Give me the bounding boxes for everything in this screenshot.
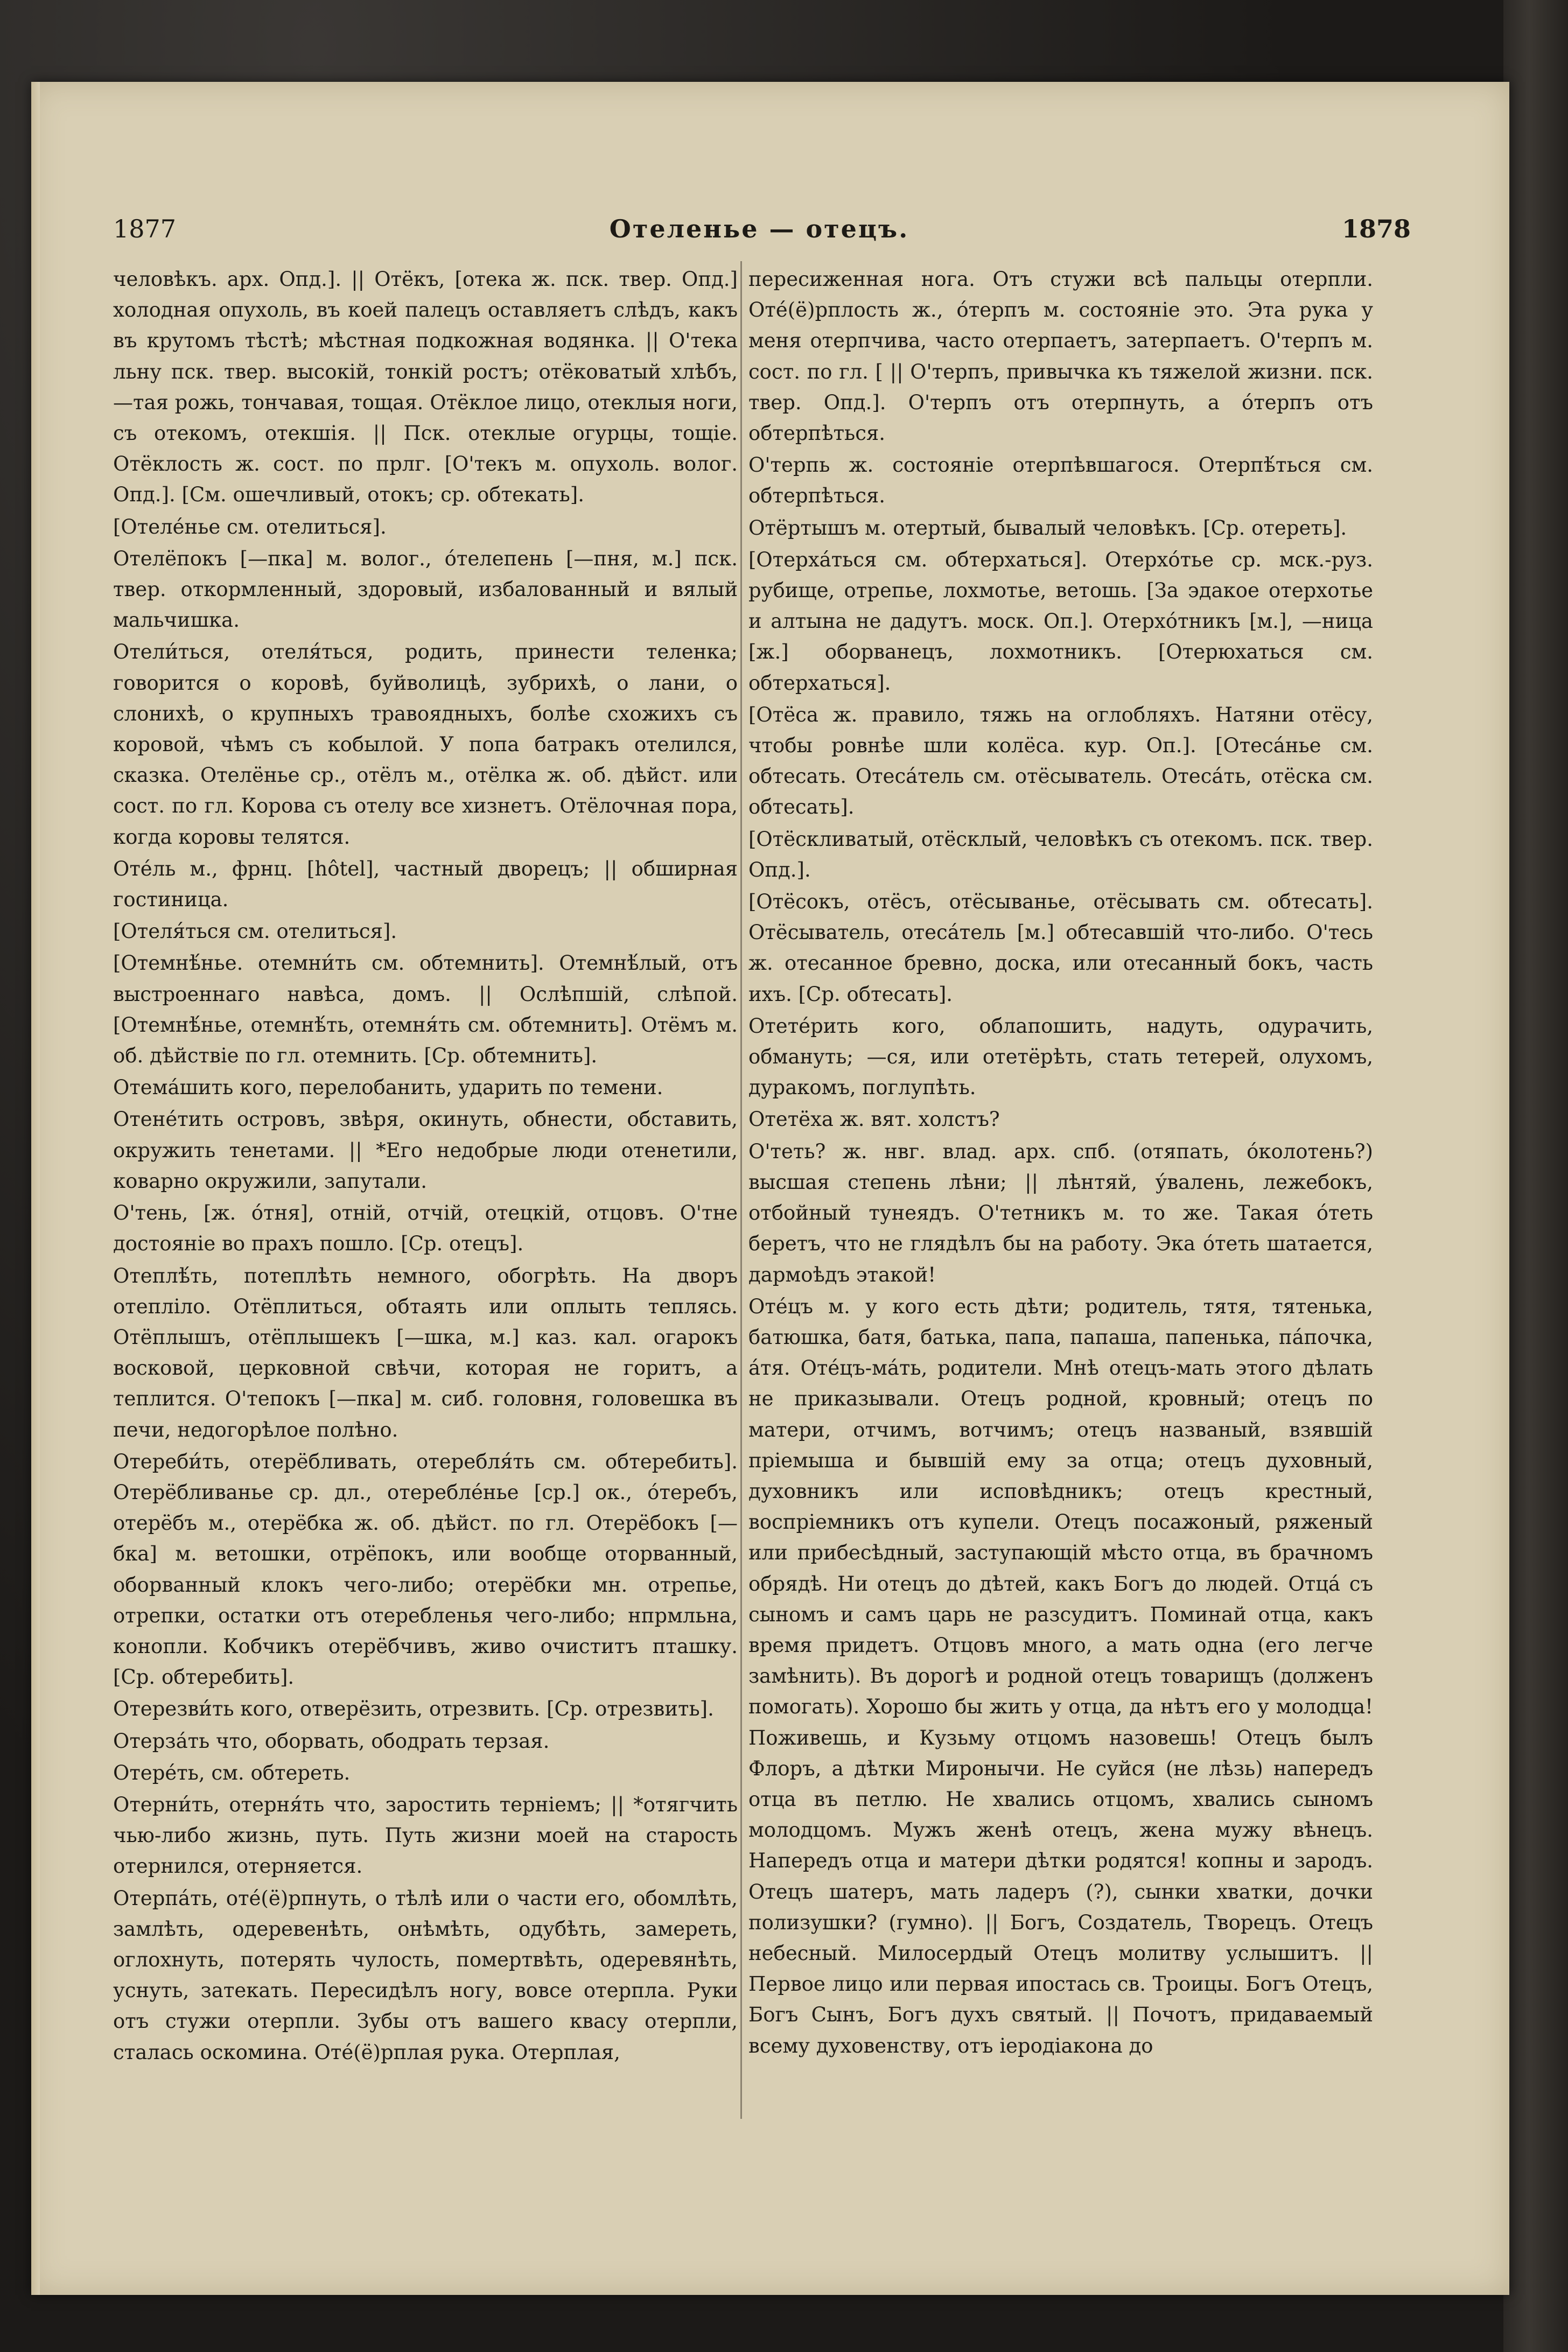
dictionary-entry: [Отеле́нье см. отелиться].: [113, 515, 387, 538]
dictionary-entry: Отерни́ть, отерня́ть что, заростить терніемъ; || *отягчить чью-либо жизнь, путь. Путь жизни моей на старость отернился, отерняется.: [113, 1793, 738, 1878]
dictionary-entry: [Отёсокъ, отёсъ, отёсыванье, отёсывать см. обтесать]. Отёсыватель, отеса́тель [м.] обтесавшій что-либо. О'тесь ж. отесанное бревно, доска, или отесанный бокъ, часть ихъ. [Ср. обтесать].: [748, 890, 1373, 1006]
dictionary-entry: Отёртышъ м. отертый, бывалый человѣкъ. [Ср. отереть].: [748, 516, 1347, 540]
dictionary-entry: Отéцъ м. у кого есть дѣти; родитель, тятя, тятенька, батюшка, батя, батька, папа, папаша, папенька, па́почка, а́тя. Отéцъ-ма́ть, родители. Мнѣ отецъ-мать этого дѣлать не приказывали. Отецъ родной, кровный; отецъ по матери, отчимъ, вотчимъ; отецъ названый, взявшій пріемыша и бывшій ему за отца; отецъ духовный, духовникъ или исповѣдникъ; отецъ крестный, воспріемникъ отъ купели. Отецъ посажоный, ряженый или прибесѣдный, заступающій мѣсто отца, въ брачномъ обрядѣ. Ни отецъ до дѣтей, какъ Богъ до людей. Отца́ съ сыномъ и самъ царь не разсудитъ. Поминай отца, какъ время придетъ. Отцовъ много, а мать одна (его легче замѣнить). Въ дорогѣ и родной отецъ товарищъ (долженъ помогать). Хорошо бы жить у отца, да нѣтъ его у молодца! Поживешь, и Кузьму отцомъ назовешь! Отецъ былъ Флоръ, а дѣтки Миронычи. Не суйся (не лѣзь) напередъ отца въ петлю. Не хвались отцомъ, хвались сыномъ молодцомъ. Мужъ женѣ отецъ, жена мужу вѣнецъ. Напередъ отца и матери дѣтки родятся! копны и зародъ. Отецъ шатеръ, мать ладеръ (?), сынки хватки, дочки полизушки? (гумно). || Богъ, Создатель, Творецъ. Отецъ небесный. Милосердый Отецъ молитву услышитъ. || Первое лицо или первая ипостась св. Троицы. Богъ Отецъ, Богъ Сынъ, Богъ духъ святый. || Почотъ, придаваемый всему духовенству, отъ іеродіакона до: [748, 1294, 1373, 2057]
dictionary-entry: Отели́ться, отеля́ться, родить, принести теленка; говорится о коровѣ, буйволицѣ, зубрихѣ, о лани, о слонихѣ, о крупныхъ травоядныхъ, болѣе схожихъ съ коровой, чѣмъ съ кобылой. У попа батракъ отелился, сказка. Отелёнье ср., отёлъ м., отёлка ж. об. дѣйст. или сост. по гл. Корова съ отелу все хизнетъ. Отёлочная пора, когда коровы телятся.: [113, 640, 738, 849]
dictionary-entry: Отетéрить кого, облапошить, надуть, одурачить, обмануть; —ся, или отетёрѣть, стать тетерей, олухомъ, дуракомъ, поглупѣть.: [748, 1014, 1373, 1100]
dictionary-entry: человѣкъ. арх. Опд.]. || Отёкъ, [отека ж. пск. твер. Опд.] холодная опухоль, въ коей палецъ оставляетъ слѣдъ, какъ въ крутомъ тѣстѣ; мѣстная подкожная водянка. || О'тека льну пск. твер. высокій, тонкій ростъ; отёковатый хлѣбъ, —тая рожь, тончавая, тощая. Отёклое лицо, отеклыя ноги, съ отекомъ, отекшія. || Пск. отеклые огурцы, тощіе. Отёклость ж. сост. по прлг. [О'текъ м. опухоль. волог. Опд.]. [См. ошечливый, отокъ; ср. обтекать].: [113, 268, 738, 507]
dictionary-entry: [Отемнѣ́нье. отемни́ть см. обтемнить]. Отемнѣ́лый, отъ выстроеннаго навѣса, домъ. || Ослѣпшій, слѣпой. [Отемнѣ́нье, отемнѣ́ть, отемня́ть см. обтемнить]. Отёмъ м. об. дѣйствіе по гл. отемнить. [Ср. обтемнить].: [113, 951, 738, 1068]
book-spine: [1503, 0, 1568, 2352]
dictionary-entry: Отере́ть, см. обтереть.: [113, 1761, 351, 1784]
left-column: [113, 264, 738, 2127]
dictionary-entry: Отеплѣ́ть, потеплѣть немного, обогрѣть. На дворъ отепліло. Отёплиться, обтаять или оплыть теплясь. Отёплышъ, отёплышекъ [—шка, м.] каз. кал. огарокъ восковой, церковной свѣчи, которая не горитъ, а теплится. О'тепокъ [—пка] м. сиб. головня, головешка въ печи, недогорѣлое полѣно.: [113, 1264, 738, 1441]
dictionary-entry: Отетёха ж. вят. холстъ?: [748, 1108, 1000, 1131]
dictionary-entry: Отерезви́ть кого, отверёзить, отрезвить. [Ср. отрезвить].: [113, 1697, 714, 1721]
running-head: Отеленье — отецъ.: [609, 214, 909, 243]
page-header: [81, 204, 1438, 252]
right-column: [748, 264, 1373, 2127]
dictionary-entry: [Отеля́ться см. отелиться].: [113, 920, 397, 943]
dictionary-entry: Отерпа́ть, оте́(ё)рпнуть, о тѣлѣ или о части его, обомлѣть, замлѣть, одеревенѣть, онѣмѣть, одубѣть, замереть, оглохнуть, потерять чулость, помертвѣть, одеревянѣть, уснуть, затекать. Пересидѣлъ ногу, вовсе отерпла. Руки отъ стужи отерпли. Зубы отъ вашего квасу отерпли, сталась оскомина. Оте́(ё)рплая рука. Отерплая,: [113, 1886, 738, 2064]
dictionary-entry: [Отёса ж. правило, тяжь на оглобляхъ. Натяни отёсу, чтобы ровнѣе шли колёса. кур. Оп.]. [Отеса́нье см. обтесать. Отеса́тель см. отёсыватель. Отеса́ть, отёска см. обтесать].: [748, 703, 1373, 819]
page-edge: [31, 82, 40, 2295]
dictionary-entry: О'теть? ж. нвг. влад. арх. спб. (отяпать, о́колотень?) высшая степень лѣни; || лѣнтяй, у́валень, лежебокъ, отбойный тунеядъ. О'тетникъ м. то же. Такая о́теть беретъ, что не глядѣлъ бы на работу. Эка о́теть шатается, дармоѣдъ этакой!: [748, 1139, 1373, 1286]
page-number-right: 1878: [1341, 214, 1411, 243]
dictionary-entry: Отелёпокъ [—пка] м. волог., о́телепень [—пня, м.] пск. твер. откормленный, здоровый, избалованный и вялый мальчишка.: [113, 547, 738, 632]
dictionary-entry: [Отёскливатый, отёсклый, человѣкъ съ отекомъ. пск. твер. Опд.].: [748, 827, 1373, 881]
dictionary-entry: Отереби́ть, отерёбливать, отеребля́ть см. обтеребить]. Отерёбливанье ср. дл., отеребле́нье [ср.] ок., о́теребъ, отерёбъ м., отерёбка ж. об. дѣйст. по гл. Отерёбокъ [—бка] м. ветошки, отрёпокъ, или вообще оторванный, оборванный клокъ чего-либо; отерёбки мн. отрепье, отрепки, остатки отъ отеребленья чего-либо; нпрмльна, конопли. Кобчикъ отерёбчивъ, живо очиститъ пташку. [Ср. обтеребить].: [113, 1450, 738, 1689]
dictionary-entry: Отéль м., фрнц. [hôtel], частный дворецъ; || обширная гостиница.: [113, 857, 738, 912]
page-number-left: 1877: [113, 214, 177, 243]
dictionary-entry: Отема́шить кого, перелобанить, ударить по темени.: [113, 1076, 663, 1100]
dictionary-entry: Отерза́ть что, оборвать, ободрать терзая.: [113, 1729, 550, 1753]
dictionary-entry: О'тень, [ж. о́тня], отній, отчій, отецкій, отцовъ. О'тне достояніе во прахъ пошло. [Ср. отецъ].: [113, 1201, 738, 1256]
column-divider: [740, 261, 742, 2119]
dictionary-entry: [Отерха́ться см. обтерхаться]. Отерхо́тье ср. мск.-руз. рубище, отрепье, лохмотье, ветошь. [За эдакое отерхотье и алтына не дадутъ. моск. Оп.]. Отерхо́тникъ [м.], —ница [ж.] оборванецъ, лохмотникъ. [Отерюхаться см. обтерхаться].: [748, 548, 1373, 695]
dictionary-entry: пересиженная нога. Отъ стужи всѣ пальцы отерпли. Оте́(ё)рплость ж., о́терпъ м. состояніе это. Эта рука у меня отерпчива, часто отерпаетъ, затерпаетъ. О'терпъ м. сост. по гл. [ || О'терпъ, привычка къ тяжелой жизни. пск. твер. Опд.]. О'терпъ отъ отерпнуть, а о́терпъ отъ обтерпѣться.: [748, 268, 1373, 445]
dictionary-entry: Отене́тить островъ, звѣря, окинуть, обнести, обставить, окружить тенетами. || *Его недобрые люди отенетили, коварно окружили, запутали.: [113, 1108, 738, 1193]
dictionary-entry: О'терпь ж. состояніе отерпѣвшагося. Отерпѣ́ться см. обтерпѣться.: [748, 453, 1373, 508]
